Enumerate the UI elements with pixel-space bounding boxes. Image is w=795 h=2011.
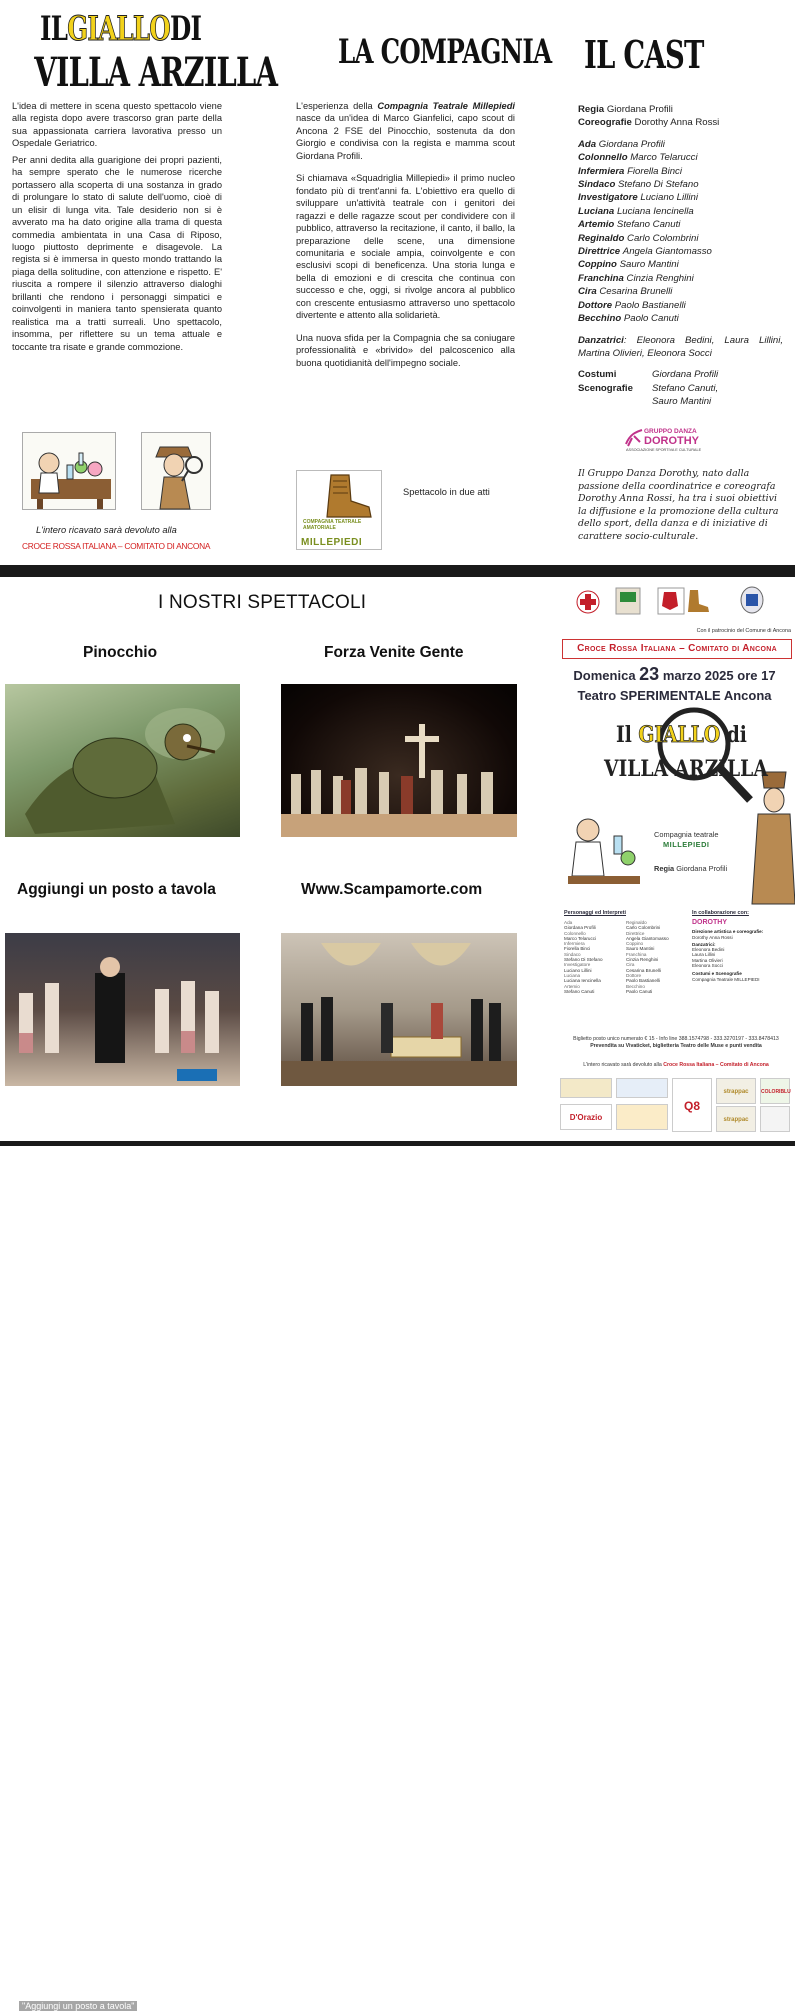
poster-ricavato: L'intero ricavato sarà devoluto alla Croce Rossa Italiana – Comitato di Ancona [583, 1062, 769, 1068]
role-item: Cira Cesarina Brunelli [578, 286, 673, 298]
bottom-border [0, 1141, 795, 1146]
detective-illustration [141, 432, 211, 510]
sponsor-coloriblu: COLORIBLU [760, 1078, 790, 1104]
tv-caption: "Aggiungi un posto a tavola" [19, 2001, 137, 2011]
forza-scene [281, 684, 517, 837]
cast-list [578, 103, 783, 408]
dorothy-logo: GRUPPO DANZA DOROTHY ASSOCIAZIONE SPORTIVA E CULTURALE [622, 428, 702, 454]
doctor-illustration-art [23, 433, 117, 511]
poster-collab-heading: In collaborazione con: [692, 910, 749, 916]
poster-title-line1: Il GIALLO di [616, 722, 747, 748]
col2-title: LA COMPAGNIA [338, 32, 552, 72]
regia-line: Regia Giordana Profili [578, 104, 673, 115]
role-item: Becchino Paolo Canuti [578, 313, 679, 325]
sponsor-strappac-2: strappac [716, 1106, 756, 1132]
aggiungi-scene [5, 933, 240, 1086]
title-di: DI [170, 9, 202, 49]
scampamorte-scene [281, 933, 517, 1086]
role-item: Coppino Sauro Mantini [578, 259, 679, 271]
detective-illustration-art [142, 433, 212, 511]
poster-cast-heading: Personaggi ed Interpreti [564, 910, 627, 916]
show-title-aggiungi: Aggiungi un posto a tavola [17, 881, 216, 898]
donation-org: CROCE ROSSA ITALIANA – COMITATO DI ANCONA [22, 541, 211, 551]
col1-text [12, 100, 222, 357]
poster-ticket-info: Biglietto posto unico numerato € 15 - Info line 388.1574798 - 333.3270197 - 333.8478413 Prevendita su Vivaticket, biglietteria Teatro delle Muse e punti vendita [573, 1036, 779, 1049]
spettacolo-note: Spettacolo in due atti [403, 487, 490, 497]
role-item: Infermiera Fiorella Binci [578, 165, 682, 177]
shows-heading: I NOSTRI SPETTACOLI [158, 592, 367, 613]
role-item: Investigatore Luciano Lillini [578, 192, 698, 204]
coreografie-line: Coreografie Dorothy Anna Rossi [578, 117, 720, 129]
col3-title: IL CAST [584, 32, 704, 77]
role-item: Artemio Stefano Canuti [578, 219, 681, 231]
role-item: Direttrice Angela Giantomasso [578, 246, 712, 258]
role-item: Colonnello Marco Telarucci [578, 152, 698, 164]
col2-paragraph-1: L'esperienza della Compagnia Teatrale Millepiedi nasce da un'idea di Marco Gianfelici, capo scout di Ancona 2 FSE del Pinocchio, sostenuta da don Giorgio e condivisa con la regista e mamma scout Giordana Profili. [296, 101, 515, 161]
poster-cast-grid: Ada Reginaldo Giordana Profili Carlo Colombrini Colonnello Direttrice Marco Telarucci Angela Giantomasso Infermiera Coppino Fiorella Binci Sauro Mantini Sindaco Franchina Stefano Di Stefano Cinzia Renghini Investigatore Cira Luciano Lillini Cesarina Brunelli Luciana Dottore Luciana Iencinella Paolo Bastianelli Artemio Becchino Stefano Canuti Paolo Canuti [564, 920, 669, 994]
dorothy-description: Il Gruppo Danza Dorothy, nato dalla passione della coordinatrice e coreografa Dorothy Anna Rossi, ha tra i suoi obiettivi la diffusione e la promozione della cultura dello sport, della danza e di iniziative di carattere socio-culturale. [578, 468, 779, 542]
compagnia-name: Compagnia Teatrale Millepiedi [377, 101, 515, 111]
sponsor-logo [560, 1078, 612, 1098]
show-title-scampamorte: Www.Scampamorte.com [301, 881, 483, 898]
poster-collab: DOROTHY Direzione artistica e coreografie: Dorothy Anna Rossi Danzatrici: Eleonora Bedini Laura Lillini Martina Olivieri Eleonora Socci Costumi e Scenografie Compagnia Teatrale MILLEPIEDI [692, 920, 792, 982]
sponsor-strappac-1: strappac [716, 1078, 756, 1104]
col1-paragraph: L'idea di mettere in scena questo spettacolo viene alla regista dopo avere trascorso gran parte della sua appassionata carriera lavorativa presso un Ospedale Geriatrico. [12, 101, 222, 149]
sponsor-logo [616, 1104, 668, 1130]
role-item: Reginaldo Carlo Colombrini [578, 232, 699, 244]
poster-doctor-icon [564, 806, 644, 886]
sponsor-dorazio: D'Orazio [560, 1104, 612, 1130]
sponsor-q8: Q8 [672, 1078, 712, 1132]
col2-paragraph-2: Si chiamava «Squadriglia Millepiedi» il primo nucleo fondato più di trent'anni fa. L'obiettivo era quello di sviluppare un'attività teatrale con i genitori dei ragazzi e delle ragazze scout per condividere con il pubblico, attraverso la recitazione, il canto, il ballo, la preparazione delle scene, una dimensione comunitaria e sociale ampia, coinvolgente e con esclusivi scopi di beneficenza. Una storia lunga e bella di emozioni e di crescita che continua con successo e che, oggi, si rivolge ancora al pubblico con crescente entusiasmo attraverso uno spettacolo divertente e attento alla solidarietà. [296, 173, 515, 321]
roles-list [578, 138, 783, 326]
event-poster [554, 584, 795, 1139]
poster-dorothy: DOROTHY [692, 919, 727, 926]
top-panel [0, 0, 795, 565]
role-item: Sindaco Stefano Di Stefano [578, 179, 699, 191]
pinocchio-scene [5, 684, 240, 837]
role-item: Dottore Paolo Bastianelli [578, 299, 686, 311]
boot-icon [297, 471, 383, 521]
poster-date: Domenica 23 marzo 2025 ore 17 [573, 664, 776, 684]
tech-credits: Costumi Giordana Profili Scenografie Stefano Canuti, Sauro Mantini [578, 369, 719, 407]
title-villa-arzilla: VILLA ARZILLA [34, 49, 278, 96]
poster-sponsors [558, 1076, 792, 1134]
col2-paragraph-3: Una nuova sfida per la Compagnia che sa coniugare professionalità e «brivido» del palcoscenico alla buona quotidianità dell'impegno sociale. [296, 332, 515, 368]
poster-theatre: Teatro SPERIMENTALE Ancona [577, 688, 772, 703]
title-il: IL [40, 9, 68, 49]
donation-text: L'intero ricavato sarà devoluto alla [36, 525, 177, 535]
col1-title [34, 9, 278, 96]
dancer-icon [622, 428, 644, 448]
poster-compagnia: Compagnia teatrale MILLEPIEDI [654, 830, 719, 849]
sponsor-logo [616, 1078, 668, 1098]
pinocchio-photo [5, 684, 240, 837]
aggiungi-posto-photo [5, 933, 240, 2011]
role-item: Franchina Cinzia Renghini [578, 272, 694, 284]
poster-logos [554, 584, 795, 634]
col2-text [296, 100, 515, 379]
poster-title-line2: VILLA ARZILLA [604, 756, 768, 782]
show-title-forza: Forza Venite Gente [324, 644, 464, 661]
forza-venite-gente-photo [281, 684, 517, 837]
scampamorte-photo [281, 933, 517, 1086]
millepiedi-logo [296, 470, 382, 550]
poster-regia: Regia Giordana Profili [654, 864, 728, 873]
title-giallo: GIALLO [67, 9, 171, 49]
partner-logos [554, 584, 795, 628]
col1-paragraph: Per anni dedita alla guarigione dei propri pazienti, ha sempre sperato che le numerose ricerche portassero alla scoperta di una sostanza in grado di prolungare lo stato di salute dell'uomo, cioè di un elisir di lunga vita. Tale desiderio non si è avverato ma ha dato origine alla trama di questa commedia ambientata in una Casa di Riposo, luogo piuttosto deprimente e disagevole. La regista si è immersa in questo mondo trattando la piaga della solitudine, con attenzione e rispetto. E' riuscita a rompere il silenzio attraverso dialoghi brillanti che rendono i personaggi simpatici e coinvolgenti in maniera tanto spensierata quanto realistica ma a tratti surreali. Uno spettacolo, insomma, per riflettere su un tema attuale e toccante tra risate e grande commozione. [12, 154, 222, 352]
doctor-illustration [22, 432, 116, 510]
danzatrici-line: Danzatrici: Eleonora Bedini, Laura Lillini, Martina Olivieri, Eleonora Socci [578, 334, 783, 359]
show-title-pinocchio: Pinocchio [83, 644, 158, 661]
poster-patrocinio: Con il patrocinio del Comune di Ancona [696, 628, 791, 634]
divider-band [0, 565, 795, 577]
sponsor-logo [760, 1106, 790, 1132]
poster-org: Croce Rossa Italiana – Comitato di Ancona [562, 639, 792, 659]
role-item: Luciana Luciana Iencinella [578, 205, 694, 217]
logo-name: MILLEPIEDI [301, 537, 363, 548]
logo-subtitle: COMPAGNIA TEATRALE AMATORIALE [303, 519, 362, 531]
role-item: Ada Giordana Profili [578, 138, 665, 150]
